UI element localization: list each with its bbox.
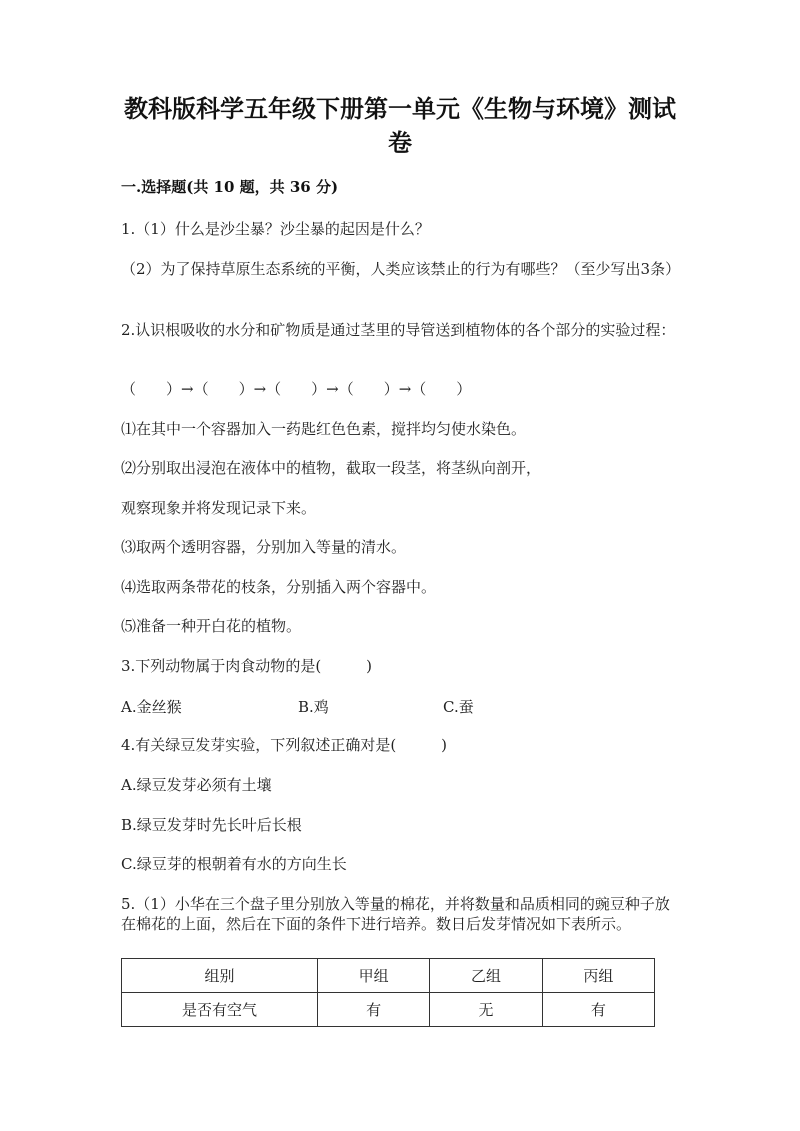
q3-option-b[interactable]: B.鸡 [298,698,329,716]
q1-part1: 1.（1）什么是沙尘暴？沙尘暴的起因是什么？ [121,220,430,238]
table-cell: 有 [542,993,654,1027]
q4-option-c[interactable]: C.绿豆芽的根朝着有水的方向生长 [121,855,347,873]
q2-step-3: ⑶取两个透明容器，分别加入等量的清水。 [121,538,407,556]
table-cell: 是否有空气 [122,993,318,1027]
table-cell: 有 [318,993,430,1027]
q2-sequence-blanks: （ ）→（ ）→（ ）→（ ）→（ ） [121,380,472,398]
q4-option-a[interactable]: A.绿豆发芽必须有土壤 [121,776,272,794]
q4-stem: 4.有关绿豆发芽实验，下列叙述正确对是( ) [121,736,448,754]
q2-stem: 2.认识根吸收的水分和矿物质是通过茎里的导管送到植物体的各个部分的实验过程： [121,321,676,339]
table-header-cell: 丙组 [542,959,654,993]
q3-option-c[interactable]: C.蚕 [443,698,474,716]
q2-step-1: ⑴在其中一个容器加入一药匙红色色素，搅拌均匀使水染色。 [121,420,527,438]
table-row [122,993,655,1027]
q4-option-b[interactable]: B.绿豆发芽时先长叶后长根 [121,816,302,834]
table-header-cell: 甲组 [318,959,430,993]
section-heading: 一.选择题(共 10 题，共 36 分) [121,178,339,196]
q3-option-a[interactable]: A.金丝猴 [121,698,182,716]
table-cell: 无 [430,993,542,1027]
q2-step-5: ⑸准备一种开白花的植物。 [121,617,302,635]
q2-step-4: ⑷选取两条带花的枝条，分别插入两个容器中。 [121,578,437,596]
q2-step-2: ⑵分别取出浸泡在液体中的植物，截取一段茎，将茎纵向剖开， [121,459,542,477]
q2-step-2-cont: 观察现象并将发现记录下来。 [121,499,317,517]
q5-results-table [121,958,655,1027]
q1-part2: （2）为了保持草原生态系统的平衡，人类应该禁止的行为有哪些？（至少写出3条） [121,260,681,278]
q3-stem: 3.下列动物属于肉食动物的是( ) [121,657,373,675]
table-header-cell: 组别 [122,959,318,993]
q5-stem: 5.（1）小华在三个盘子里分别放入等量的棉花，并将数量和品质相同的豌豆种子放在棉花的上面，然后在下面的条件下进行培养。数日后发芽情况如下表所示。 [121,895,670,933]
table-header-cell: 乙组 [430,959,542,993]
page-title: 教科版科学五年级下册第一单元《生物与环境》测试卷 [124,94,676,157]
table-header-row [122,959,655,993]
